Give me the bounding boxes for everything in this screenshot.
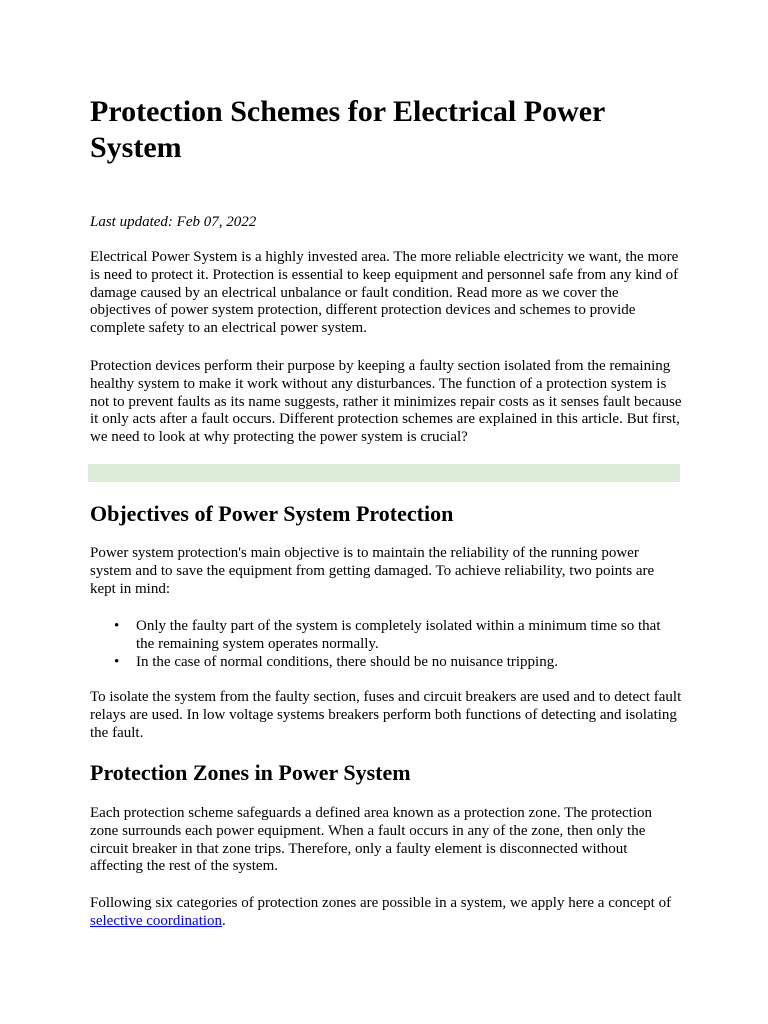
page-title: Protection Schemes for Electrical Power System <box>90 95 605 164</box>
selective-coordination-link[interactable]: selective coordination <box>90 912 223 929</box>
objectives-intro-paragraph: Power system protection's main objective is to maintain the reliability of the running power system and to save the equipment from getting damaged. To achieve reliability, two points are kept in mind: <box>90 545 655 597</box>
objectives-bullet-list <box>90 618 682 671</box>
bullet-icon: • <box>114 618 120 634</box>
list-item <box>114 653 682 672</box>
protection-zones-paragraph: Each protection scheme safeguards a defined area known as a protection zone. The protection zone surrounds each power equipment. When a fault occurs in any of the zone, then only the circuit breaker in that zone trips. Therefore, only a faulty element is disconnected without affecting the rest of the system. <box>90 805 652 875</box>
objectives-heading: Objectives of Power System Protection <box>90 501 454 526</box>
trailing-period: . <box>222 912 226 929</box>
list-item-text: In the case of normal conditions, there should be no nuisance tripping. <box>136 653 558 670</box>
last-updated-date: Last updated: Feb 07, 2022 <box>90 214 257 230</box>
intro-paragraph-1: Electrical Power System is a highly invested area. The more reliable electricity we want, the more is need to protect it. Protection is essential to keep equipment and personnel safe from any kind of damage caused by an electrical unbalance or fault condition. Read more as we cover the objectives of power system protection, different protection devices and schemes to provide complete safety to an electrical power system. <box>90 249 679 337</box>
bullet-icon: • <box>114 653 120 670</box>
following-text: Following six categories of protection zones are possible in a system, we apply here a concept of <box>90 895 672 911</box>
objectives-closing-paragraph: To isolate the system from the faulty section, fuses and circuit breakers are used and to detect fault relays are used. In low voltage systems breakers perform both functions of detecting and isolating the fault. <box>90 689 682 741</box>
protection-zones-heading: Protection Zones in Power System <box>90 760 411 785</box>
advertisement-band <box>88 464 680 482</box>
list-item <box>114 618 682 654</box>
protection-zones-following-paragraph <box>90 895 690 931</box>
intro-paragraph-2: Protection devices perform their purpose by keeping a faulty section isolated from the remaining healthy system to make it work without any disturbances. The function of a protection system is not to prevent faults as its name suggests, rather it minimizes repair costs as it senses fault because it only acts after a fault occurs. Different protection schemes are explained in this article. But first, we need to look at why protecting the power system is crucial? <box>90 358 682 446</box>
list-item-text: Only the faulty part of the system is completely isolated within a minimum time so that the remaining system operates normally. <box>136 618 661 652</box>
